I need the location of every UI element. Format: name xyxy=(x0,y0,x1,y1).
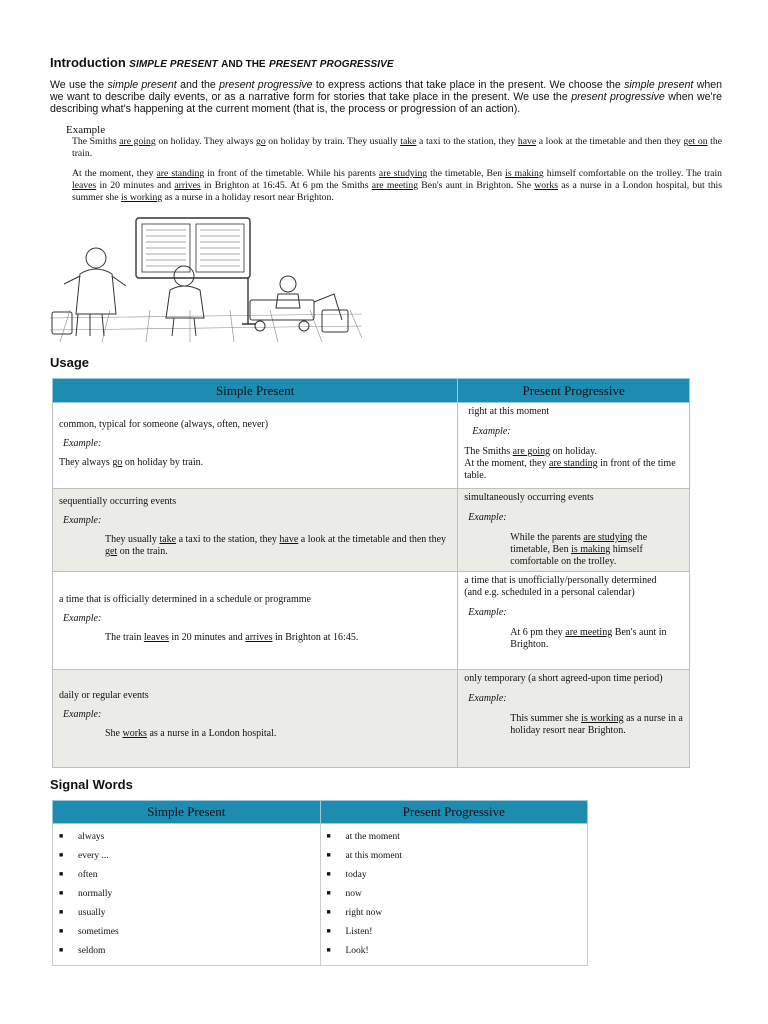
table-row xyxy=(53,572,690,670)
platform-floor xyxy=(50,310,362,342)
usage-cell-simple-present xyxy=(53,403,458,489)
list-item: ■ seldom xyxy=(59,942,314,961)
example-label: Example: xyxy=(63,613,102,624)
underlined-verb: are meeting xyxy=(371,180,419,191)
underlined-verb: leaves xyxy=(72,180,97,191)
underlined-verb: take xyxy=(159,534,177,545)
usage-cell-simple-present xyxy=(53,670,458,768)
underlined-verb: get xyxy=(105,546,118,557)
usage-header-row xyxy=(53,379,690,403)
usage-cell-simple-present xyxy=(53,489,458,572)
intro-term: present progressive xyxy=(219,79,313,91)
example-paragraph: At the moment, they are standing in front of the timetable. While his parents are studying the timetable, Ben is making himself comfortable on the trolley. The train leaves in 20 minutes and arrives in Brighton at 16:45. At 6 pm the Smiths are meeting Ben's aunt in Brighton. She works as a nurse in a London hospital, but this summer she is working as a nurse in a holiday resort near Brighton. xyxy=(72,168,723,203)
title-and: AND THE xyxy=(221,59,266,70)
list-item: ■ always xyxy=(59,828,314,847)
underlined-verb: arrives xyxy=(174,180,201,191)
usage-label: sequentially occurring events xyxy=(59,496,177,507)
usage-example: While the parents are studying the timetable, Ben is making himself comfortable on the trolley. xyxy=(510,532,648,567)
underlined-verb: is making xyxy=(571,544,611,555)
timetable-board xyxy=(136,218,256,324)
usage-cell-simple-present xyxy=(53,572,458,670)
title-main: Introduction xyxy=(50,55,126,70)
list-item: ■ Listen! xyxy=(327,923,582,942)
signal-header-row xyxy=(53,801,588,824)
underlined-verb: is working xyxy=(120,192,163,203)
usage-label: daily or regular events xyxy=(59,690,149,701)
underlined-verb: have xyxy=(517,136,537,147)
usage-label: simultaneously occurring events xyxy=(464,492,594,503)
usage-cell-present-progressive xyxy=(458,403,690,489)
usage-example: They usually take a taxi to the station, they have a look at the timetable and then they get on the train. xyxy=(105,534,447,557)
signal-col-present-progressive: Present Progressive xyxy=(320,801,588,824)
intro-term: simple present xyxy=(624,79,694,91)
intro-term: simple present xyxy=(107,79,177,91)
father-figure xyxy=(64,248,126,336)
underlined-verb: are studying xyxy=(583,532,633,543)
signal-words-heading: Signal Words xyxy=(50,777,133,792)
underlined-verb: are standing xyxy=(156,168,205,179)
underlined-verb: are standing xyxy=(549,458,598,469)
underlined-verb: is making xyxy=(505,168,544,179)
signal-cell-simple-present xyxy=(53,824,321,966)
list-item: ■ usually xyxy=(59,904,314,923)
example-label: Example: xyxy=(468,607,507,618)
title-present-progressive: PRESENT PROGRESSIVE xyxy=(268,59,394,70)
list-item: ■ sometimes xyxy=(59,923,314,942)
underlined-verb: is working xyxy=(581,713,624,724)
underlined-verb: are going xyxy=(512,446,551,457)
list-item: ■ now xyxy=(327,885,582,904)
list-item: ■ today xyxy=(327,866,582,885)
table-row xyxy=(53,403,690,489)
page-title xyxy=(50,55,394,70)
underlined-verb: are studying xyxy=(378,168,428,179)
table-row xyxy=(53,489,690,572)
list-item: ■ Look! xyxy=(327,942,582,961)
underlined-verb: go xyxy=(255,136,266,147)
intro-text: to express actions that take place in the present. We choose the xyxy=(312,79,625,91)
table-row xyxy=(53,824,588,966)
list-item: ■ at this moment xyxy=(327,847,582,866)
underlined-verb: are going xyxy=(119,136,156,147)
signal-words-list xyxy=(327,828,582,961)
underlined-verb: are meeting xyxy=(565,627,613,638)
signal-col-simple-present: Simple Present xyxy=(53,801,321,824)
usage-label: only temporary (a short agreed-upon time period) xyxy=(464,673,663,684)
usage-cell-present-progressive xyxy=(458,670,690,768)
intro-text: when we're describing what's happening at the current moment (that is, the process or progression of an action). xyxy=(50,91,722,116)
example-paragraph: The Smiths are going on holiday. They always go on holiday by train. They usually take a taxi to the station, they have a look at the timetable and then they get on the train. xyxy=(72,136,722,159)
usage-col-present-progressive: Present Progressive xyxy=(458,379,690,403)
usage-example: They always go on holiday by train. xyxy=(59,457,204,468)
underlined-verb: arrives xyxy=(245,632,273,643)
usage-label: right at this moment xyxy=(468,406,550,417)
signal-words-list xyxy=(59,828,314,961)
underlined-verb: get on xyxy=(683,136,708,147)
usage-cell-present-progressive xyxy=(458,489,690,572)
usage-example: The train leaves in 20 minutes and arrives in Brighton at 16:45. xyxy=(105,632,359,643)
list-item: ■ often xyxy=(59,866,314,885)
intro-text: and the xyxy=(176,79,220,91)
example-label: Example: xyxy=(63,515,102,526)
usage-label: a time that is officially determined in a schedule or programme xyxy=(59,594,311,605)
trolley-with-child xyxy=(250,276,342,331)
underlined-verb: leaves xyxy=(143,632,169,643)
list-item: ■ every ... xyxy=(59,847,314,866)
underlined-verb: works xyxy=(122,728,147,739)
usage-label: a time that is unofficially/personally determined (and e.g. scheduled in a personal calendar) xyxy=(464,575,657,598)
signal-words-table xyxy=(52,800,588,966)
usage-heading: Usage xyxy=(50,355,90,370)
usage-table xyxy=(52,378,690,768)
usage-example: The Smiths are going on holiday. At the moment, they are standing in front of the time table. xyxy=(464,446,676,481)
usage-example: This summer she is working as a nurse in a holiday resort near Brighton. xyxy=(510,713,683,736)
title-simple-present: SIMPLE PRESENT xyxy=(129,59,218,70)
usage-cell-present-progressive xyxy=(458,572,690,670)
underlined-verb: go xyxy=(112,457,123,468)
example-label: Example: xyxy=(468,693,507,704)
signal-cell-present-progressive xyxy=(320,824,588,966)
example-label: Example: xyxy=(63,709,102,720)
usage-example: She works as a nurse in a London hospital. xyxy=(105,728,277,739)
example-label: Example: xyxy=(472,426,511,437)
intro-term: present progressive xyxy=(571,91,665,104)
list-item: ■ normally xyxy=(59,885,314,904)
intro-text: when we want to describe daily events, or as a narrative form for stories that take place in the present. We use the xyxy=(50,79,723,104)
family-timetable-illustration xyxy=(50,214,362,342)
mother-figure xyxy=(166,266,204,336)
example-label: Example: xyxy=(468,512,507,523)
list-item: ■ at the moment xyxy=(327,828,582,847)
usage-example: At 6 pm they are meeting Ben's aunt in Brighton. xyxy=(510,627,667,650)
intro-paragraph xyxy=(50,79,722,116)
underlined-verb: have xyxy=(279,534,299,545)
underlined-verb: works xyxy=(534,180,558,191)
example-label: Example xyxy=(66,124,106,136)
underlined-verb: take xyxy=(400,136,417,147)
intro-text: We use the xyxy=(50,79,108,91)
example-label: Example: xyxy=(63,438,102,449)
table-row xyxy=(53,670,690,768)
usage-col-simple-present: Simple Present xyxy=(53,379,458,403)
list-item: ■ right now xyxy=(327,904,582,923)
usage-label: common, typical for someone (always, often, never) xyxy=(59,419,269,430)
